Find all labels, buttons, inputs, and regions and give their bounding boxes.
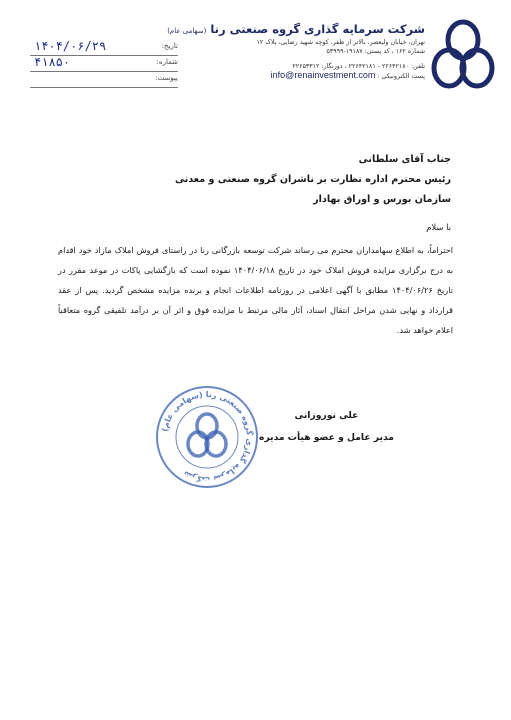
signer-name: علی نوروزانی (294, 410, 359, 421)
letter-body (58, 240, 453, 340)
company-logo (430, 18, 496, 94)
stamp-text: شرکت سرمایه گذاری گروه صنعتی رنا (سهامی عام) (160, 389, 255, 485)
attachment-field (30, 74, 178, 88)
phone-line: تلفن: ۲۲۶۴۲۱۸۰ - ۲۲۶۴۲۱۸۱ ، دورنگار: ۲۲۶۵۳۳۱۲ (292, 63, 425, 70)
number-label: شماره: (156, 58, 178, 66)
signer-title: مدیر عامل و عضو هیأت مدیره (259, 432, 394, 443)
attachment-label: پیوست: (155, 74, 178, 82)
email-line (165, 71, 425, 81)
postal-line: شماره ۱۶۲ ، کد پستی: ۱۹۱۸۷-۵۳۹۹۹ (326, 48, 425, 55)
recipient-name: جناب آقای سلطانی (358, 154, 451, 165)
company-type: (سهامی عام) (167, 27, 207, 35)
address-line: تهران، خیابان ولیعصر، بالاتر از ظفر، کوچه شهید رضایی، پلاک ۱۲ (256, 39, 425, 46)
recipient-title: رئیس محترم اداره نظارت بر ناشران گروه صنعتی و معدنی (174, 174, 451, 185)
recipient-block (175, 150, 451, 210)
letter-meta (30, 39, 178, 90)
greeting: با سلام (426, 222, 451, 232)
company-name: شرکت سرمایه گذاری گروه صنعتی رنا (سهامی عام) (167, 22, 425, 36)
date-label: تاریخ: (161, 42, 178, 50)
date-value: ۱۴۰۴/۰۶/۲۹ (34, 39, 107, 53)
letterhead-info (165, 22, 425, 81)
number-value: ۴۱۸۵۰ (34, 55, 71, 69)
number-field (30, 55, 178, 72)
email-link[interactable]: info@renainvestment.com (270, 70, 376, 80)
date-field (30, 39, 178, 56)
recipient-organization: سازمان بورس و اوراق بهادار (313, 194, 451, 205)
body-paragraph: احتراماً، به اطلاع سهامداران محترم می رساند شرکت توسعه بازرگانی رنا در راستای فروش املاک مازاد خود اقدام به درج برگزاری مزایده فروش املاک خود در تاریخ ۱۴۰۴/۰۶/۱۸ نموده است که بازگشایی پاکات در موعد مقرر در تاریخ ۱۴۰۴/۰۶/۲۶ مطابق با آگهی اعلامی در روزنامه اطلاعات انجام و برنده مزایده مشخص گردید. پس از عقد قرارداد و نهایی شدن مراحل انتقال اسناد، آثار مالی مرتبط با مزایده فوق و اثر آن بر درآمد تلفیقی گروه متعاقباً اعلام خواهد شد. (58, 245, 453, 335)
signature-block (239, 405, 414, 449)
email-label: پست الکترونیکی : (377, 73, 425, 80)
